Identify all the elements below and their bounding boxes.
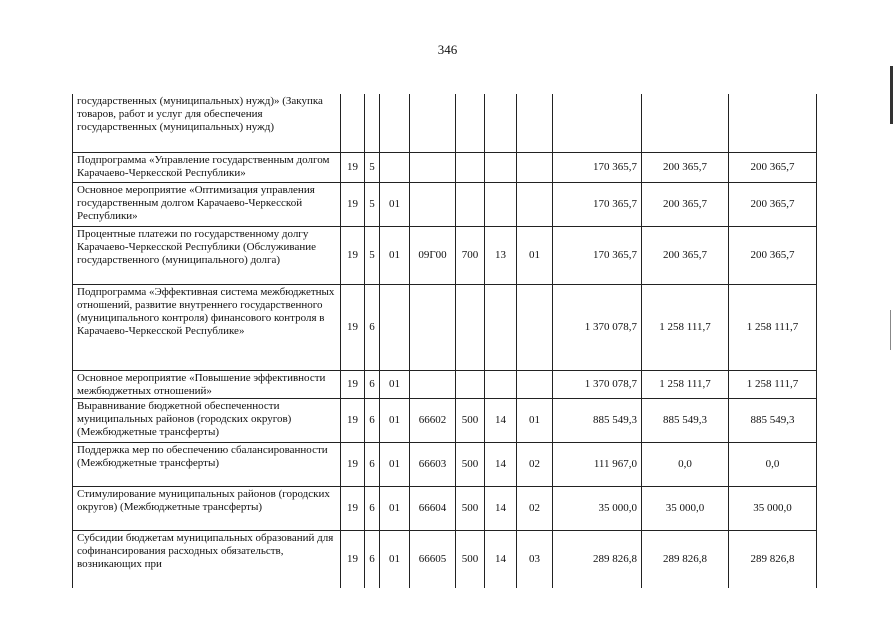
value-year-1: 1 370 078,7 bbox=[553, 284, 642, 370]
value-year-2: 200 365,7 bbox=[642, 226, 729, 284]
column-code-2: 6 bbox=[365, 530, 380, 588]
table-row bbox=[73, 226, 817, 284]
column-code-1 bbox=[341, 94, 365, 152]
table-row bbox=[73, 442, 817, 486]
table-row bbox=[73, 486, 817, 530]
row-description: Субсидии бюджетам муниципальных образований для софинансирования расходных обязательств, возникающих при bbox=[73, 530, 341, 588]
column-code-1: 19 bbox=[341, 486, 365, 530]
column-code-4: 66604 bbox=[410, 486, 456, 530]
value-year-3: 200 365,7 bbox=[729, 226, 817, 284]
column-code-4: 66605 bbox=[410, 530, 456, 588]
column-code-5 bbox=[456, 284, 485, 370]
budget-table bbox=[72, 94, 817, 588]
column-code-1: 19 bbox=[341, 284, 365, 370]
column-code-6 bbox=[485, 370, 517, 398]
column-code-3: 01 bbox=[380, 486, 410, 530]
column-code-4 bbox=[410, 182, 456, 226]
table-row bbox=[73, 284, 817, 370]
value-year-2: 35 000,0 bbox=[642, 486, 729, 530]
value-year-2: 289 826,8 bbox=[642, 530, 729, 588]
column-code-2: 6 bbox=[365, 486, 380, 530]
column-code-1: 19 bbox=[341, 442, 365, 486]
value-year-3: 885 549,3 bbox=[729, 398, 817, 442]
value-year-2: 1 258 111,7 bbox=[642, 284, 729, 370]
column-code-7 bbox=[517, 284, 553, 370]
column-code-2: 6 bbox=[365, 284, 380, 370]
value-year-1 bbox=[553, 94, 642, 152]
column-code-5 bbox=[456, 182, 485, 226]
column-code-3 bbox=[380, 152, 410, 182]
column-code-6 bbox=[485, 152, 517, 182]
value-year-1: 170 365,7 bbox=[553, 226, 642, 284]
column-code-6: 13 bbox=[485, 226, 517, 284]
column-code-5: 500 bbox=[456, 442, 485, 486]
value-year-3 bbox=[729, 94, 817, 152]
column-code-1: 19 bbox=[341, 398, 365, 442]
column-code-4 bbox=[410, 284, 456, 370]
column-code-6: 14 bbox=[485, 530, 517, 588]
value-year-2: 885 549,3 bbox=[642, 398, 729, 442]
column-code-2: 6 bbox=[365, 370, 380, 398]
column-code-6 bbox=[485, 284, 517, 370]
column-code-2: 6 bbox=[365, 442, 380, 486]
column-code-5 bbox=[456, 370, 485, 398]
column-code-3: 01 bbox=[380, 226, 410, 284]
table-row bbox=[73, 94, 817, 152]
value-year-3: 35 000,0 bbox=[729, 486, 817, 530]
column-code-6 bbox=[485, 182, 517, 226]
row-description: Поддержка мер по обеспечению сбалансированности (Межбюджетные трансферты) bbox=[73, 442, 341, 486]
column-code-7: 03 bbox=[517, 530, 553, 588]
value-year-2 bbox=[642, 94, 729, 152]
table-row bbox=[73, 370, 817, 398]
column-code-2: 5 bbox=[365, 152, 380, 182]
table-row bbox=[73, 182, 817, 226]
column-code-5: 500 bbox=[456, 530, 485, 588]
table-row bbox=[73, 398, 817, 442]
column-code-5 bbox=[456, 94, 485, 152]
column-code-7: 01 bbox=[517, 226, 553, 284]
column-code-7: 02 bbox=[517, 442, 553, 486]
column-code-1: 19 bbox=[341, 152, 365, 182]
row-description: Стимулирование муниципальных районов (городских округов) (Межбюджетные трансферты) bbox=[73, 486, 341, 530]
value-year-3: 1 258 111,7 bbox=[729, 370, 817, 398]
table-row bbox=[73, 152, 817, 182]
value-year-1: 289 826,8 bbox=[553, 530, 642, 588]
value-year-3: 200 365,7 bbox=[729, 182, 817, 226]
column-code-7 bbox=[517, 152, 553, 182]
column-code-7: 01 bbox=[517, 398, 553, 442]
row-description: Выравнивание бюджетной обеспеченности муниципальных районов (городских округов) (Межбюджетные трансферты) bbox=[73, 398, 341, 442]
column-code-7: 02 bbox=[517, 486, 553, 530]
row-description: Основное мероприятие «Повышение эффективности межбюджетных отношений» bbox=[73, 370, 341, 398]
column-code-4: 66602 bbox=[410, 398, 456, 442]
column-code-2: 5 bbox=[365, 182, 380, 226]
column-code-2 bbox=[365, 94, 380, 152]
column-code-6: 14 bbox=[485, 486, 517, 530]
value-year-3: 289 826,8 bbox=[729, 530, 817, 588]
value-year-1: 1 370 078,7 bbox=[553, 370, 642, 398]
column-code-7 bbox=[517, 182, 553, 226]
value-year-1: 111 967,0 bbox=[553, 442, 642, 486]
column-code-3: 01 bbox=[380, 530, 410, 588]
value-year-3: 1 258 111,7 bbox=[729, 284, 817, 370]
column-code-4: 66603 bbox=[410, 442, 456, 486]
value-year-3: 200 365,7 bbox=[729, 152, 817, 182]
page-number: 346 bbox=[437, 42, 458, 57]
column-code-3: 01 bbox=[380, 370, 410, 398]
column-code-1: 19 bbox=[341, 182, 365, 226]
column-code-5: 700 bbox=[456, 226, 485, 284]
column-code-1: 19 bbox=[341, 370, 365, 398]
column-code-3 bbox=[380, 284, 410, 370]
row-description: Процентные платежи по государственному долгу Карачаево-Черкесской Республики (Обслуживание государственного (муниципального) долга) bbox=[73, 226, 341, 284]
column-code-1: 19 bbox=[341, 530, 365, 588]
column-code-6: 14 bbox=[485, 442, 517, 486]
column-code-2: 6 bbox=[365, 398, 380, 442]
value-year-1: 35 000,0 bbox=[553, 486, 642, 530]
column-code-5: 500 bbox=[456, 486, 485, 530]
value-year-1: 170 365,7 bbox=[553, 182, 642, 226]
row-description: Подпрограмма «Управление государственным долгом Карачаево-Черкесской Республики» bbox=[73, 152, 341, 182]
scan-edge-mark bbox=[890, 310, 891, 350]
value-year-1: 170 365,7 bbox=[553, 152, 642, 182]
column-code-6 bbox=[485, 94, 517, 152]
column-code-7 bbox=[517, 94, 553, 152]
column-code-5: 500 bbox=[456, 398, 485, 442]
column-code-3: 01 bbox=[380, 182, 410, 226]
value-year-1: 885 549,3 bbox=[553, 398, 642, 442]
scan-edge-mark bbox=[890, 66, 893, 124]
column-code-4 bbox=[410, 152, 456, 182]
row-description: Подпрограмма «Эффективная система межбюджетных отношений, развитие внутреннего государственного (муниципального контроля) финансового контроля в Карачаево-Черкесской Республике» bbox=[73, 284, 341, 370]
column-code-2: 5 bbox=[365, 226, 380, 284]
column-code-4 bbox=[410, 370, 456, 398]
column-code-4: 09Г00 bbox=[410, 226, 456, 284]
value-year-2: 200 365,7 bbox=[642, 182, 729, 226]
value-year-2: 0,0 bbox=[642, 442, 729, 486]
table-row bbox=[73, 530, 817, 588]
column-code-3: 01 bbox=[380, 398, 410, 442]
value-year-2: 200 365,7 bbox=[642, 152, 729, 182]
value-year-3: 0,0 bbox=[729, 442, 817, 486]
column-code-3: 01 bbox=[380, 442, 410, 486]
column-code-1: 19 bbox=[341, 226, 365, 284]
column-code-3 bbox=[380, 94, 410, 152]
row-description: государственных (муниципальных) нужд)» (Закупка товаров, работ и услуг для обеспечения государственных (муниципальных) нужд) bbox=[73, 94, 341, 152]
value-year-2: 1 258 111,7 bbox=[642, 370, 729, 398]
column-code-6: 14 bbox=[485, 398, 517, 442]
column-code-4 bbox=[410, 94, 456, 152]
column-code-5 bbox=[456, 152, 485, 182]
column-code-7 bbox=[517, 370, 553, 398]
row-description: Основное мероприятие «Оптимизация управления государственным долгом Карачаево-Черкесской Республики» bbox=[73, 182, 341, 226]
